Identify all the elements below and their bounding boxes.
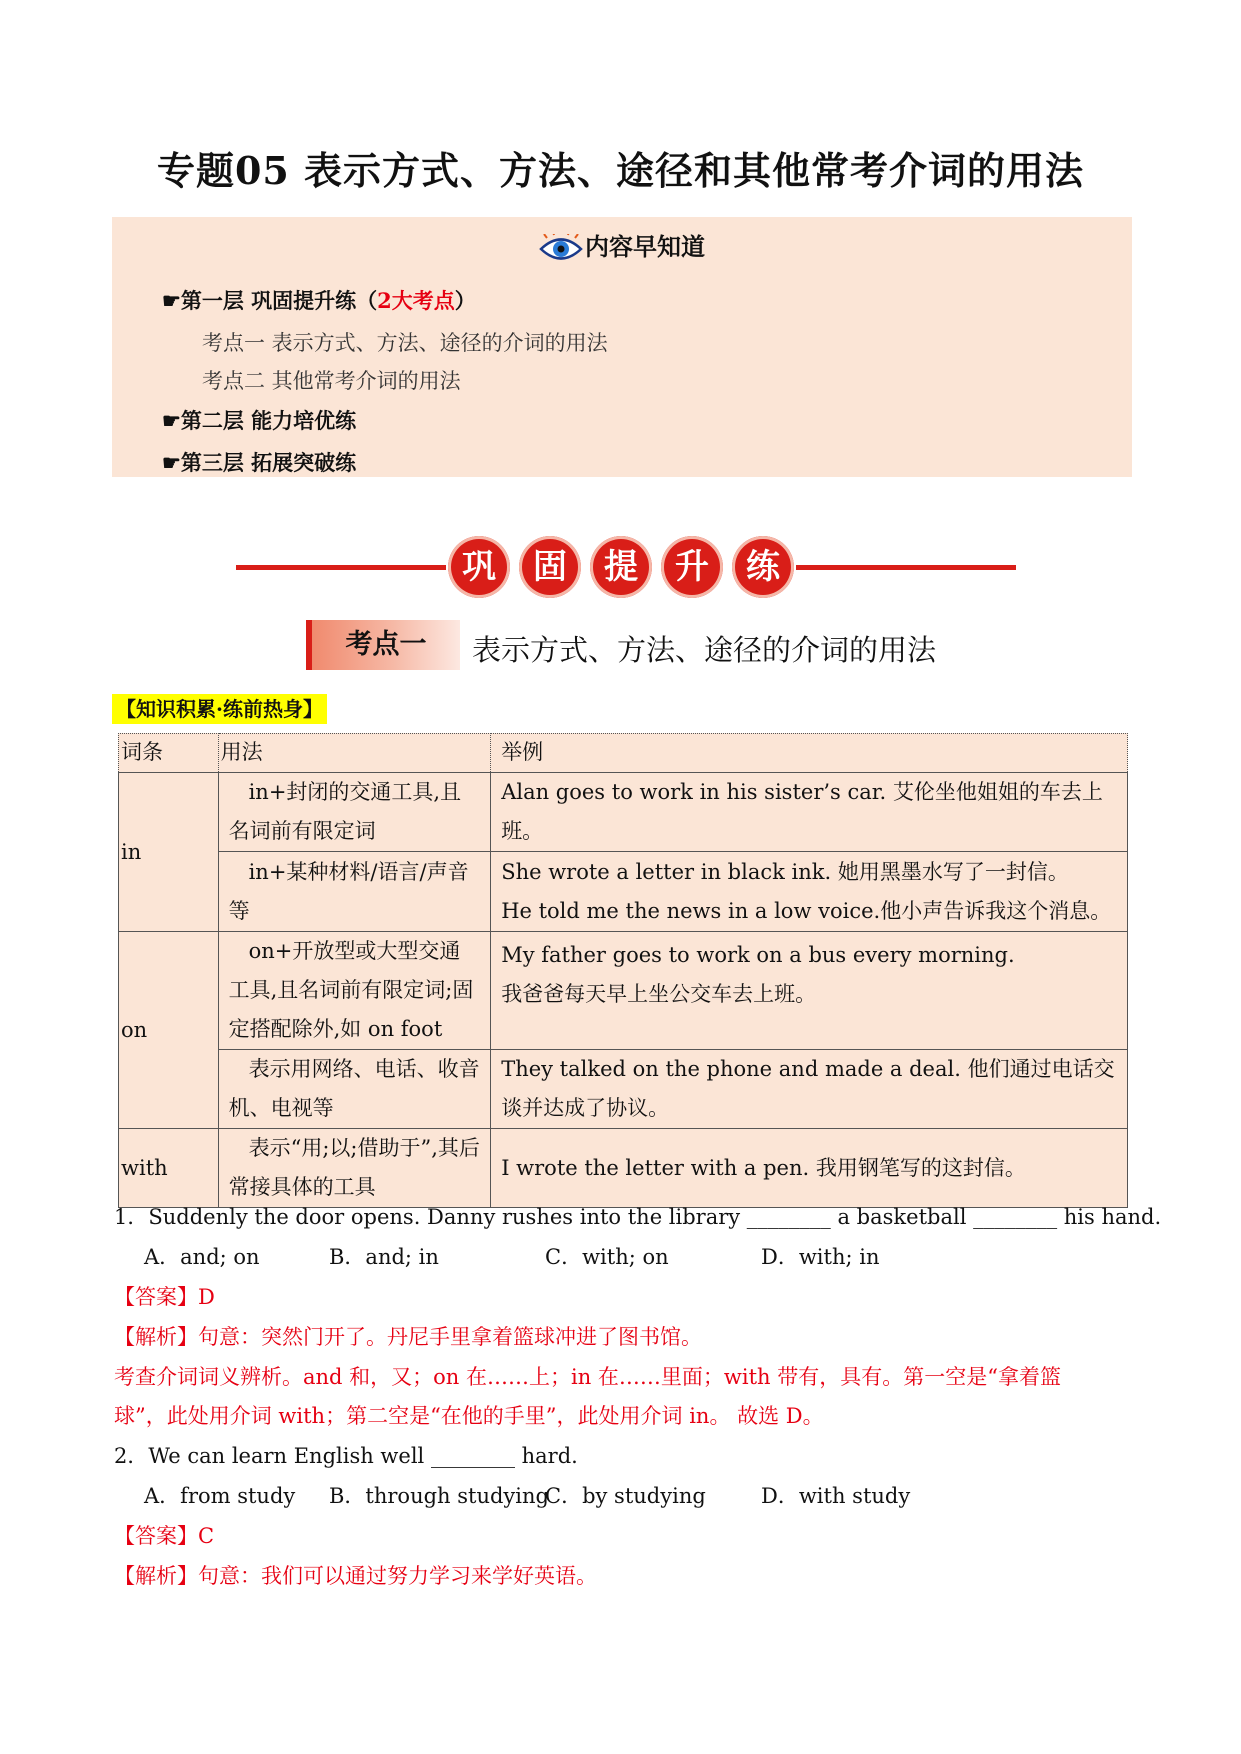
q2-option-a: A．from study [144,1484,296,1508]
point-1: 考点一 表示方式、方法、途径的介词的用法 [202,331,608,355]
example-cell: I wrote the letter with a pen. 我用钢笔写的这封信。 [491,1129,1128,1208]
q1-option-c: C．with; on [545,1245,669,1269]
q2-option-d: D．with study [761,1484,911,1508]
q1-analysis-detail: 球”，此处用介词 with；第二空是“在他的手里”，此处用介词 in。 故选 D。 [114,1404,824,1428]
table-row [119,773,1128,852]
banner-char: 升 [661,536,723,598]
banner-char: 练 [732,536,794,598]
header-example: 举例 [491,734,1128,773]
example-cell: Alan goes to work in his sister’s car. 艾伦坐他姐姐的车去上班。 [491,773,1128,852]
section-title: 表示方式、方法、途径的介词的用法 [472,633,937,667]
table-row [119,1050,1128,1129]
word-on: on [119,932,219,1129]
example-cell [491,852,1128,932]
q1-analysis: 【解析】句意：突然门开了。丹尼手里拿着篮球冲进了图书馆。 [114,1325,702,1349]
q1-answer: 【答案】D [114,1285,215,1309]
example-line: My father goes to work on a bus every morning. [501,943,1015,967]
page-title: 专题05 表示方式、方法、途径和其他常考介词的用法 [156,148,1085,193]
banner-char: 提 [590,536,652,598]
word-in: in [119,773,219,932]
example-cell: They talked on the phone and made a deal. 他们通过电话交谈并达成了协议。 [491,1050,1128,1129]
overview-box [112,217,1132,477]
example-line: He told me the news in a low voice.他小声告诉我这个消息。 [501,898,1112,923]
level-1-count: 2大考点 [377,288,455,313]
usage-cell: 表示“用;以;借助于”,其后常接具体的工具 [218,1129,491,1208]
q1-option-a: A．and; on [144,1245,260,1269]
header-usage: 用法 [218,734,491,773]
banner-char: 巩 [448,536,510,598]
q1-option-b: B．and; in [329,1245,439,1269]
q1-option-d: D．with; in [761,1245,880,1269]
header-word: 词条 [119,734,219,773]
eye-icon [539,234,583,264]
level-1-suffix: ） [454,288,476,313]
table-header-row [119,734,1128,773]
table-row [119,852,1128,932]
level-1 [162,285,476,315]
level-3: ☛第三层 拓展突破练 [162,450,357,475]
q2-answer: 【答案】C [114,1524,215,1548]
usage-cell: 表示用网络、电话、收音机、电视等 [218,1050,491,1129]
point-2: 考点二 其他常考介词的用法 [202,369,461,393]
question-1: 1．Suddenly the door opens. Danny rushes into the library ________ a basketball ________ his hand. [114,1205,1162,1229]
section-banner [236,534,1016,602]
q2-option-b: B．through studying [329,1484,549,1508]
question-2: 2．We can learn English well ________ hard. [114,1444,578,1468]
q2-analysis: 【解析】句意：我们可以通过努力学习来学好英语。 [114,1564,597,1588]
example-line: 我爸爸每天早上坐公交车去上班。 [501,982,817,1006]
banner-line-left [236,565,446,570]
overview-heading-text: 内容早知道 [585,232,705,261]
banner-char: 固 [519,536,581,598]
section-tab: 考点一 [306,620,460,670]
overview-heading [112,227,1132,264]
table-row [119,932,1128,1050]
knowledge-label: 【知识积累·练前热身】 [112,694,327,724]
banner-line-right [796,565,1016,570]
usage-cell: in+某种材料/语言/声音等 [218,852,491,932]
usage-table [118,733,1128,1208]
usage-cell: on+开放型或大型交通工具,且名词前有限定词;固定搭配除外,如 on foot [218,932,491,1050]
example-line: She wrote a letter in black ink. 她用黑墨水写了一封信。 [501,859,1069,884]
level-2: ☛第二层 能力培优练 [162,408,357,433]
usage-cell: in+封闭的交通工具,且名词前有限定词 [218,773,491,852]
example-cell [491,932,1128,1050]
q1-analysis-detail: 考查介词词义辨析。and 和，又；on 在……上；in 在……里面；with 带有，具有。第一空是“拿着篮 [114,1365,1061,1389]
q2-option-c: C．by studying [545,1484,706,1508]
level-1-label: ☛第一层 巩固提升练（ [162,288,378,313]
word-with: with [119,1129,219,1208]
table-row [119,1129,1128,1208]
